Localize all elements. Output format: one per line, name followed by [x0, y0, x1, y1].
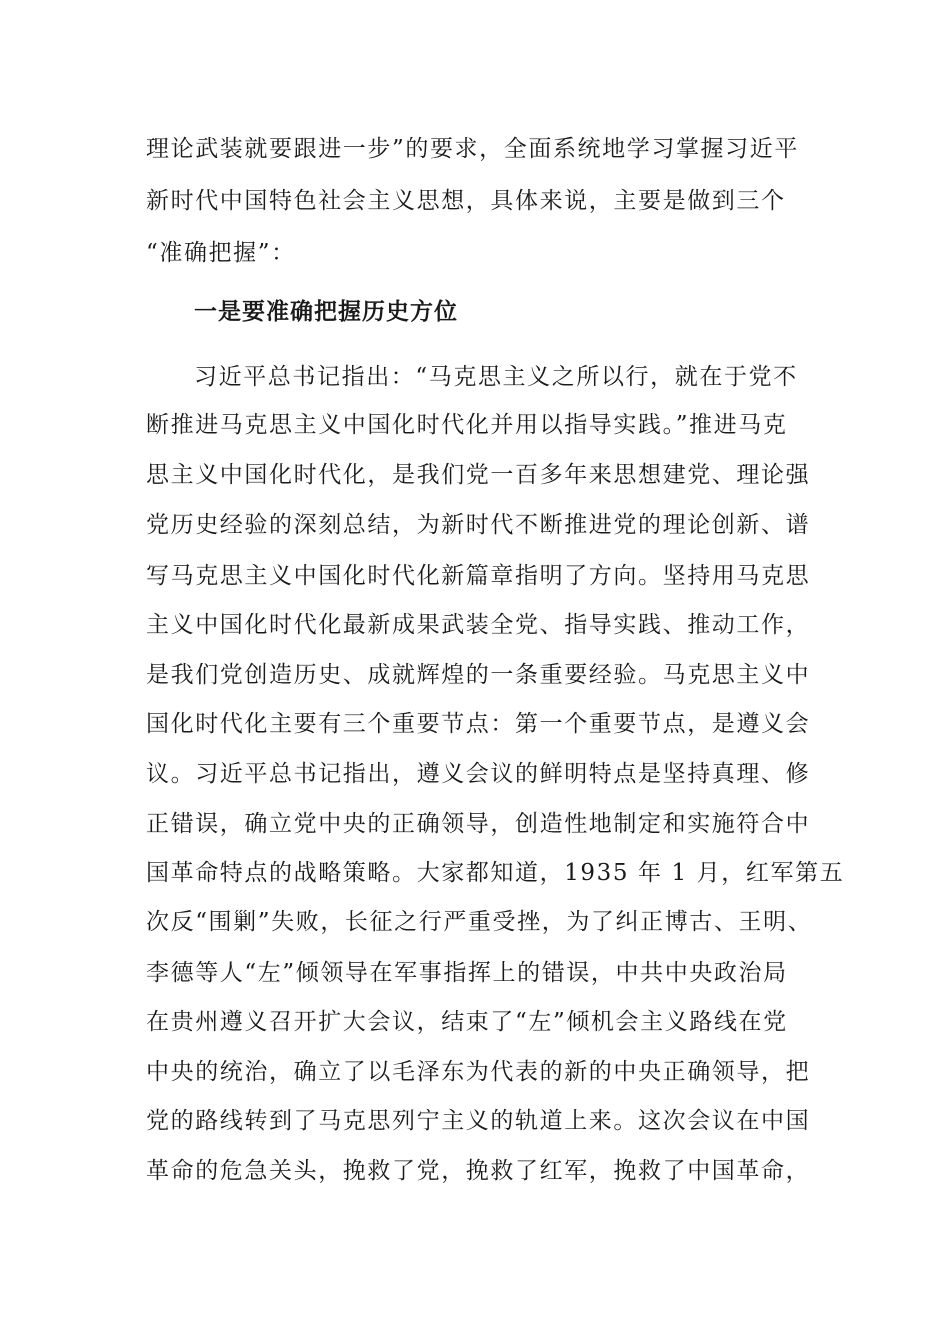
text-line-21: 革命的危急关头，挽救了党，挽救了红军，挽救了中国革命，	[146, 1158, 811, 1184]
text-line-12: 国化时代化主要有三个重要节点：第一个重要节点，是遵义会	[146, 711, 811, 737]
text-line-11: 是我们党创造历史、成就辉煌的一条重要经验。马克思主义中	[146, 662, 811, 688]
text-line-2: 新时代中国特色社会主义思想，具体来说，主要是做到三个	[146, 188, 786, 214]
text-line-7: 思主义中国化时代化，是我们党一百多年来思想建党、理论强	[146, 462, 811, 488]
text-line-20: 党的路线转到了马克思列宁主义的轨道上来。这次会议在中国	[146, 1108, 811, 1134]
text-line-18: 在贵州遵义召开扩大会议，结束了“左”倾机会主义路线在党	[146, 1009, 788, 1035]
section-heading: 一是要准确把握历史方位	[194, 299, 458, 325]
text-line-15: 国革命特点的战略策略。大家都知道，1935 年 1 月，红军第五	[146, 860, 845, 886]
text-line-14: 正错误，确立党中央的正确领导，创造性地制定和实施符合中	[146, 811, 811, 837]
text-line-1: 理论武装就要跟进一步”的要求，全面系统地学习掌握习近平	[146, 136, 799, 162]
text-line-17: 李德等人“左”倾领导在军事指挥上的错误，中共中央政治局	[146, 960, 788, 986]
text-line-16: 次反“围剿”失败，长征之行严重受挫，为了纠正博古、王明、	[146, 909, 813, 935]
text-line-9: 写马克思主义中国化时代化新篇章指明了方向。坚持用马克思	[146, 563, 811, 589]
text-line-8: 党历史经验的深刻总结，为新时代不断推进党的理论创新、谱	[146, 512, 811, 538]
text-line-6: 断推进马克思主义中国化时代化并用以指导实践。”推进马克	[146, 412, 788, 438]
text-line-13: 议。习近平总书记指出，遵义会议的鲜明特点是坚持真理、修	[146, 761, 811, 787]
text-line-19: 中央的统治，确立了以毛泽东为代表的新的中央正确领导，把	[146, 1059, 811, 1085]
text-line-3: “准确把握”：	[146, 240, 296, 266]
text-line-5: 习近平总书记指出：“马克思主义之所以行，就在于党不	[194, 364, 798, 390]
text-line-10: 主义中国化时代化最新成果武装全党、指导实践、推动工作，	[146, 612, 811, 638]
